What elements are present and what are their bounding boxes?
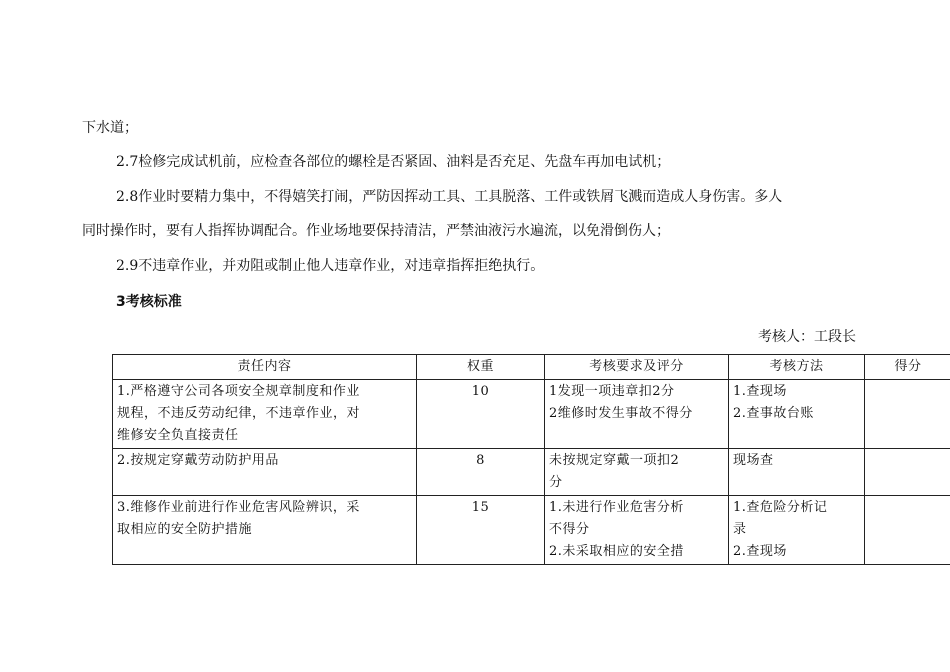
cell-text: 分 (549, 475, 563, 490)
cell-text: 1.查现场 (733, 384, 787, 399)
cell-requirements (545, 449, 729, 496)
cell-weight: 15 (417, 496, 545, 565)
cell-text: 1.未进行作业危害分析 (549, 500, 684, 515)
paragraph-2-8-line-1: 2.8作业时要精力集中，不得嬉笑打闹，严防因挥动工具、工具脱落、工件或铁屑飞溅而造成人身伤害。多人 (116, 189, 783, 205)
cell-text: 1.严格遵守公司各项安全规章制度和作业 (117, 384, 360, 399)
paragraph-continuation: 下水道； (82, 120, 138, 136)
table-row (113, 449, 950, 496)
paragraph-2-9: 2.9不违章作业，并劝阻或制止他人违章作业，对违章指挥拒绝执行。 (116, 258, 545, 274)
cell-requirements (545, 496, 729, 565)
cell-text: 1发现一项违章扣2分 (549, 384, 675, 399)
cell-text: 2维修时发生事故不得分 (549, 406, 693, 421)
cell-text: 3.维修作业前进行作业危害风险辨识，采 (117, 500, 360, 515)
cell-content (113, 496, 417, 565)
cell-text: 2.查事故台账 (733, 406, 814, 421)
cell-text: 2.查现场 (733, 544, 787, 559)
cell-text: 取相应的安全防护措施 (117, 522, 253, 537)
header-weight: 权重 (417, 355, 545, 380)
assessor-label: 考核人：工段长 (758, 329, 856, 345)
section-heading: 3考核标准 (116, 294, 182, 310)
cell-weight: 10 (417, 380, 545, 449)
cell-score (865, 380, 950, 449)
cell-text: 现场查 (733, 453, 774, 468)
header-score: 得分 (865, 355, 950, 380)
cell-weight: 8 (417, 449, 545, 496)
cell-text: 2.按规定穿戴劳动防护用品 (117, 453, 279, 468)
table-row (113, 496, 950, 565)
cell-score (865, 496, 950, 565)
table-header-row (113, 355, 950, 380)
cell-requirements (545, 380, 729, 449)
cell-text: 1.查危险分析记 (733, 500, 828, 515)
header-content: 责任内容 (113, 355, 417, 380)
paragraph-2-7: 2.7检修完成试机前，应检查各部位的螺栓是否紧固、油料是否充足、先盘车再加电试机； (116, 154, 671, 170)
cell-text: 规程，不违反劳动纪律，不违章作业，对 (117, 406, 361, 421)
cell-method (729, 380, 865, 449)
cell-text: 维修安全负直接责任 (117, 428, 239, 443)
table-row (113, 380, 950, 449)
cell-score (865, 449, 950, 496)
assessment-table (112, 354, 950, 565)
paragraph-2-8-line-2: 同时操作时，要有人指挥协调配合。作业场地要保持清洁，严禁油液污水遍流，以免滑倒伤人； (82, 223, 670, 239)
header-method: 考核方法 (729, 355, 865, 380)
cell-text: 2.未采取相应的安全措 (549, 544, 684, 559)
header-requirements: 考核要求及评分 (545, 355, 729, 380)
cell-content (113, 449, 417, 496)
cell-content (113, 380, 417, 449)
cell-method (729, 449, 865, 496)
cell-text: 未按规定穿戴一项扣2 (549, 453, 680, 468)
cell-method (729, 496, 865, 565)
cell-text: 录 (733, 522, 747, 537)
cell-text: 不得分 (549, 522, 590, 537)
